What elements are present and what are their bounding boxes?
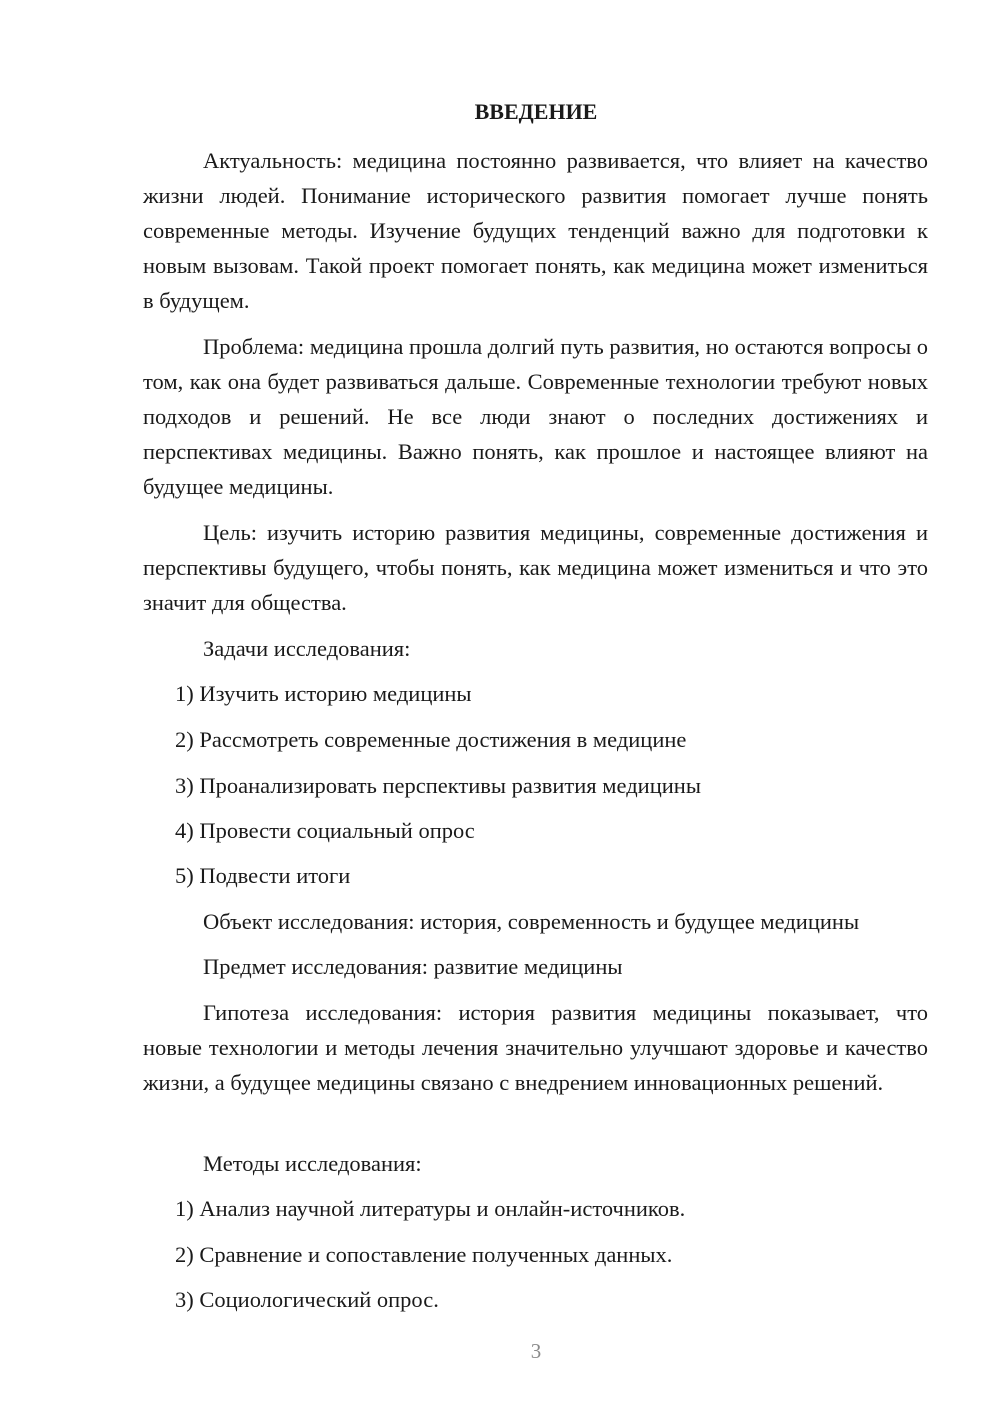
task-item: 4) Провести социальный опрос bbox=[175, 818, 475, 843]
task-item: 5) Подвести итоги bbox=[175, 863, 351, 888]
page-title: ВВЕДЕНИЕ bbox=[474, 99, 598, 124]
tasks-heading: Задачи исследования: bbox=[203, 636, 411, 661]
hypothesis-paragraph: Гипотеза исследования: история развития медицины показывает, что новые технологии и методы лечения значительно улучшают здоровье и качество жизни, а будущее медицины связано с внедрением инновационных решений. bbox=[143, 1000, 928, 1095]
task-item: 1) Изучить историю медицины bbox=[175, 681, 472, 706]
relevance-paragraph: Актуальность: медицина постоянно развивается, что влияет на качество жизни людей. Понимание исторического развития помогает лучше понять современные методы. Изучение будущих тенденций важно для подготовки к новым вызовам. Такой проект помогает понять, как медицина может измениться в будущем. bbox=[143, 148, 928, 313]
methods-heading: Методы исследования: bbox=[203, 1151, 422, 1176]
task-item: 2) Рассмотреть современные достижения в медицине bbox=[175, 727, 687, 752]
method-item: 2) Сравнение и сопоставление полученных данных. bbox=[175, 1242, 673, 1267]
method-item: 3) Социологический опрос. bbox=[175, 1287, 439, 1312]
method-item: 1) Анализ научной литературы и онлайн-источников. bbox=[175, 1196, 686, 1221]
task-item: 3) Проанализировать перспективы развития медицины bbox=[175, 773, 701, 798]
page-number: 3 bbox=[530, 1339, 542, 1363]
problem-paragraph: Проблема: медицина прошла долгий путь развития, но остаются вопросы о том, как она будет развиваться дальше. Современные технологии требуют новых подходов и решений. Не все люди знают о последних достижениях и перспективах медицины. Важно понять, как прошлое и настоящее влияют на будущее медицины. bbox=[143, 334, 928, 499]
subject-statement: Предмет исследования: развитие медицины bbox=[203, 954, 623, 979]
object-statement: Объект исследования: история, современность и будущее медицины bbox=[203, 909, 860, 934]
goal-paragraph: Цель: изучить историю развития медицины, современные достижения и перспективы будущего, чтобы понять, как медицина может измениться и что это значит для общества. bbox=[143, 520, 928, 615]
